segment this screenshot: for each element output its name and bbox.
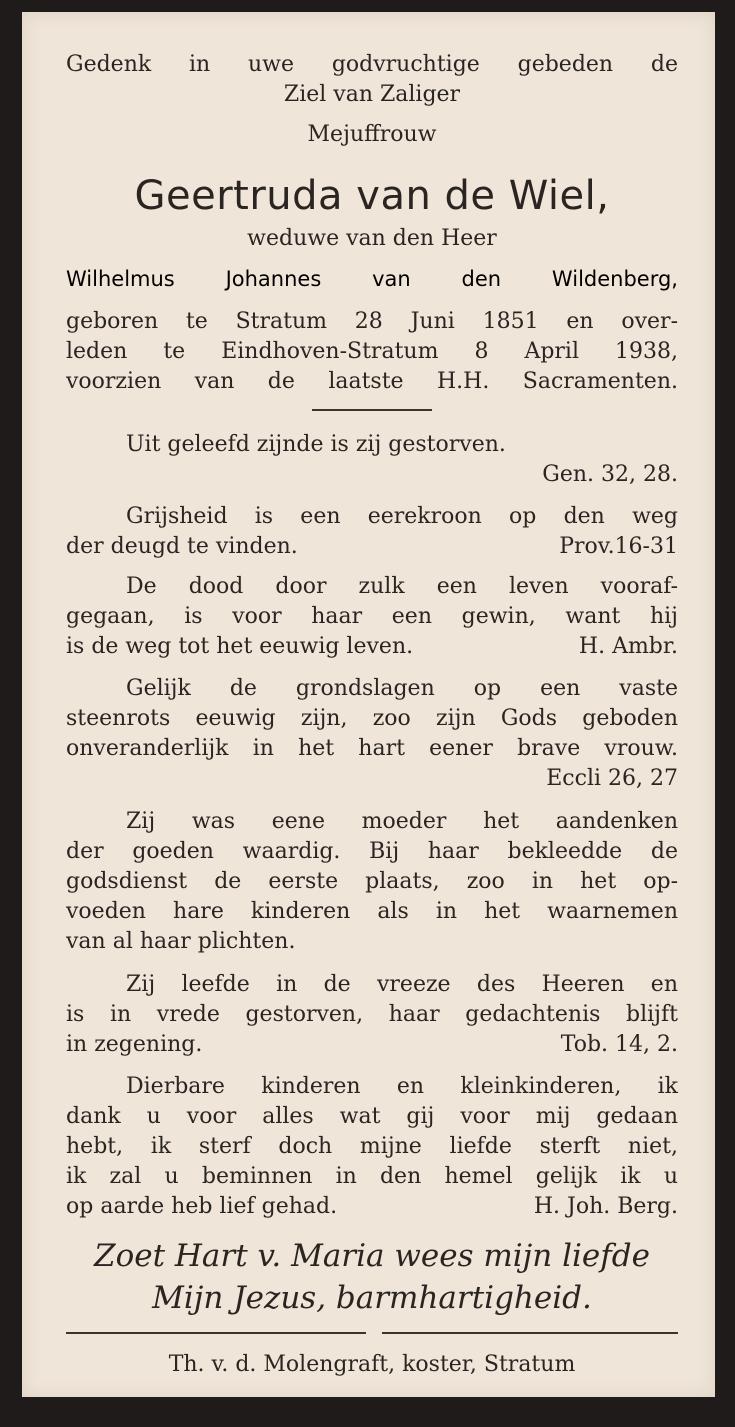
quote-6-text: in zegening. — [66, 1032, 203, 1057]
quote-3-line-1: De dood door zulk een leven vooraf- — [126, 574, 678, 599]
header-line-1: Gedenk in uwe godvruchtige gebeden de — [66, 52, 678, 77]
quote-5-line-1: Zij was eene moeder het aandenken — [126, 809, 678, 834]
quote-2-text: der deugd te vinden. — [66, 534, 298, 559]
quote-4-line-1: Gelijk de grondslagen op een vaste — [126, 676, 678, 701]
closing-prayer-line-2: Mijn Jezus, barmhartigheid. — [152, 1280, 592, 1316]
quote-5-line-5: van al haar plichten. — [66, 929, 296, 954]
widow-line: weduwe van den Heer — [247, 226, 497, 251]
quote-7-line-3: hebt, ik sterf doch mijne liefde sterft niet, — [66, 1134, 678, 1159]
quote-6-reference: Tob. 14, 2. — [560, 1032, 678, 1057]
quote-5-line-2: der goeden waardig. Bij haar bekleedde de — [66, 839, 678, 864]
short-divider — [312, 409, 432, 411]
husband-name: Wilhelmus Johannes van den Wildenberg, — [66, 267, 678, 291]
deceased-name: Geertruda van de Wiel, — [134, 173, 610, 219]
quote-7-reference: H. Joh. Berg. — [533, 1194, 678, 1219]
quote-1-line-1: Uit geleefd zijnde is zij gestorven. — [126, 432, 506, 457]
quote-4-line-3: onveranderlijk in het hart eener brave vrouw. — [66, 736, 678, 761]
quote-6-line-1: Zij leefde in de vreeze des Heeren en — [126, 972, 678, 997]
closing-prayer-line-1: Zoet Hart v. Maria wees mijn liefde — [94, 1238, 650, 1274]
quote-1-reference: Gen. 32, 28. — [542, 462, 678, 487]
biography-line-3: voorzien van de laatste H.H. Sacramenten. — [66, 369, 678, 394]
quote-7-line-5 — [66, 1192, 678, 1222]
quote-3-text: is de weg tot het eeuwig leven. — [66, 634, 414, 659]
quote-5-line-3: godsdienst de eerste plaats, zoo in het op- — [66, 869, 678, 894]
quote-3-reference: H. Ambr. — [578, 634, 678, 659]
biography-line-2: leden te Eindhoven-Stratum 8 April 1938, — [66, 339, 678, 364]
quote-3-line-2: gegaan, is voor haar een gewin, want hij — [66, 604, 678, 629]
header-line-3: Mejuffrouw — [307, 122, 437, 147]
quote-3-line-3 — [66, 632, 678, 662]
bottom-divider-left — [66, 1332, 366, 1334]
quote-5-line-4: voeden hare kinderen als in het waarnemen — [66, 899, 678, 924]
quote-2-reference: Prov.16-31 — [559, 534, 678, 559]
quote-6-line-3 — [66, 1030, 678, 1060]
header-line-2: Ziel van Zaliger — [283, 82, 461, 107]
quote-7-line-1: Dierbare kinderen en kleinkinderen, ik — [126, 1074, 678, 1099]
printer-credit: Th. v. d. Molengraft, koster, Stratum — [168, 1352, 576, 1377]
quote-2-line-2 — [66, 532, 678, 562]
quote-4-line-2: steenrots eeuwig zijn, zoo zijn Gods geboden — [66, 706, 678, 731]
quote-7-line-2: dank u voor alles wat gij voor mij gedaan — [66, 1104, 678, 1129]
quote-2-line-1: Grijsheid is een eerekroon op den weg — [126, 504, 678, 529]
quote-6-line-2: is in vrede gestorven, haar gedachtenis blijft — [66, 1002, 678, 1027]
card-paper — [22, 12, 715, 1397]
quote-7-line-4: ik zal u beminnen in den hemel gelijk ik u — [66, 1164, 678, 1189]
biography-line-1: geboren te Stratum 28 Juni 1851 en over- — [66, 309, 678, 334]
quote-4-reference: Eccli 26, 27 — [546, 766, 678, 791]
bottom-divider-right — [382, 1332, 678, 1334]
quote-7-text: op aarde heb lief gehad. — [66, 1194, 338, 1219]
